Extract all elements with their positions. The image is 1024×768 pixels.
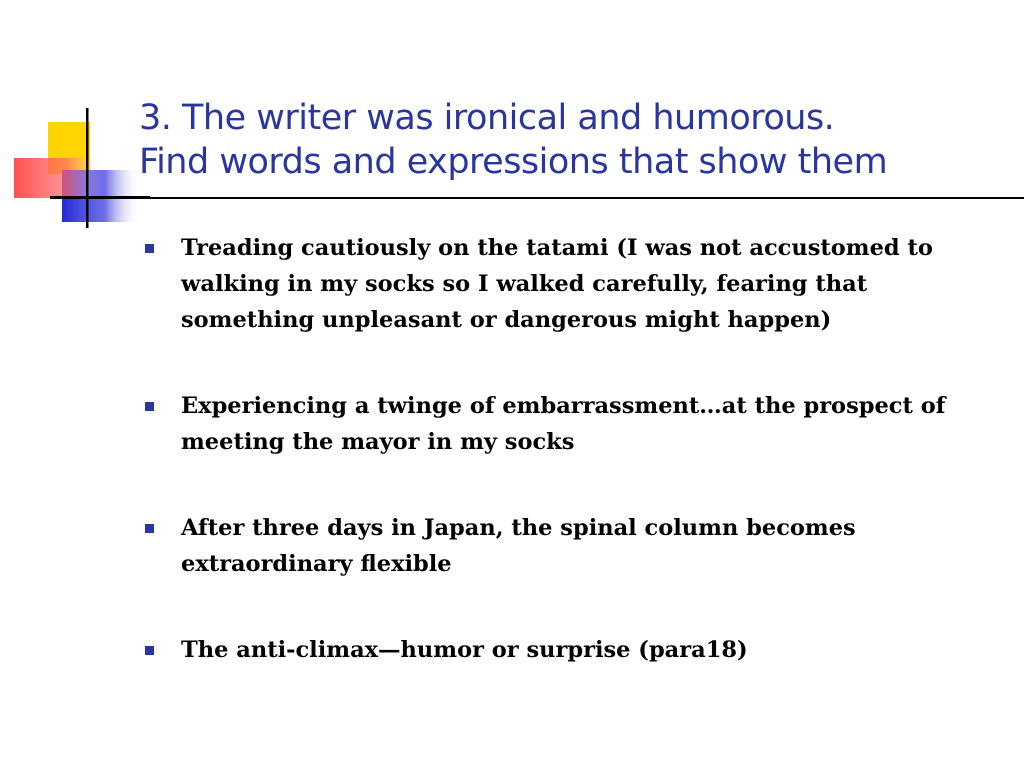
square-bullet-icon <box>145 244 154 253</box>
decorative-logo-icon <box>0 0 150 240</box>
bullet-text: The anti-climax—humor or surprise (para18) <box>181 637 748 663</box>
square-bullet-icon <box>145 646 154 655</box>
bullet-text: Experiencing a twinge of embarrassment…at the prospect of meeting the mayor in my socks <box>181 393 946 455</box>
bullet-list <box>145 230 1005 668</box>
bullet-item <box>145 230 1005 338</box>
slide-title <box>139 96 1009 184</box>
square-bullet-icon <box>145 524 154 533</box>
title-divider <box>50 197 1024 199</box>
bullet-text: Treading cautiously on the tatami (I was not accustomed to walking in my socks so I walked carefully, fearing that something unpleasant or dangerous might happen) <box>181 235 933 333</box>
bullet-item <box>145 510 1005 582</box>
bullet-item <box>145 388 1005 460</box>
bullet-text: After three days in Japan, the spinal column becomes extraordinary flexible <box>181 515 856 577</box>
square-bullet-icon <box>145 402 154 411</box>
slide-title-line-2: Find words and expressions that show them <box>139 142 888 182</box>
bullet-item <box>145 632 1005 668</box>
slide-title-line-1: 3. The writer was ironical and humorous. <box>139 98 835 138</box>
